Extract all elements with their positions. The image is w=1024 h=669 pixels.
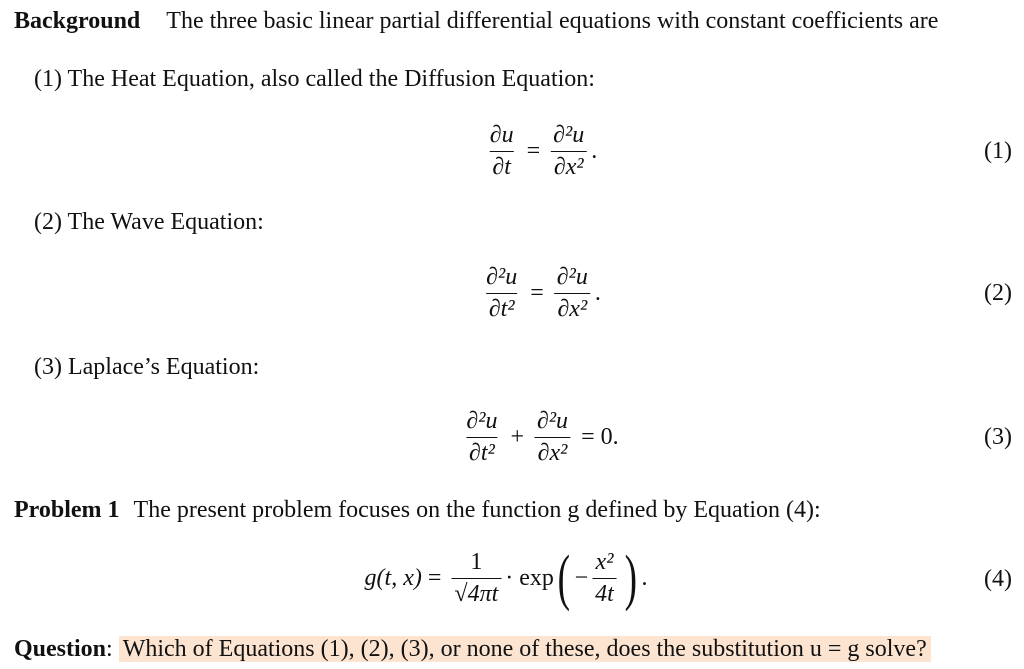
question-text-highlighted: Which of Equations (1), (2), (3), or none of these, does the substitution u = g solve? (119, 636, 931, 662)
eq3-rhs-num: ∂²u (537, 408, 569, 434)
equation-3 (459, 408, 624, 467)
eq1-op: = (526, 138, 541, 164)
background-text: The three basic linear partial differential equations with constant coefficients are (166, 8, 939, 34)
item-3-label: (3) Laplace’s Equation: (34, 354, 260, 380)
equation-2 (479, 264, 601, 323)
question-colon: : (106, 636, 113, 662)
eq1-tail: . (591, 138, 598, 164)
eq3-number: (3) (984, 424, 1012, 450)
eq4-tail: . (641, 564, 648, 591)
eq2-number: (2) (984, 280, 1012, 306)
eq2-op: = (530, 280, 544, 306)
problem-text: The present problem focuses on the function g defined by Equation (4): (133, 497, 821, 523)
eq3-tail: = 0. (581, 424, 619, 450)
eq2-rhs-num: ∂²u (556, 264, 588, 290)
eq4-inner-den: 4t (592, 578, 617, 608)
equation-4 (364, 544, 648, 612)
eq1-number: (1) (984, 138, 1012, 164)
eq4-num: 1 (470, 548, 483, 575)
eq1-lhs-num: ∂u (489, 122, 514, 148)
item-1-label: (1) The Heat Equation, also called the Diffusion Equation: (34, 66, 595, 92)
eq1-rhs-num: ∂²u (553, 122, 585, 148)
eq4-exp: · exp (505, 564, 554, 591)
eq3-rhs-den: ∂x² (535, 437, 571, 467)
eq3-op: + (510, 424, 524, 450)
question-paragraph (14, 634, 931, 664)
eq4-number: (4) (984, 566, 1012, 592)
eq4-equals: = (427, 564, 442, 591)
question-label: Question (14, 636, 107, 662)
eq3-lhs-num: ∂²u (466, 408, 498, 434)
eq4-inner-num: x² (595, 548, 614, 575)
problem-paragraph (14, 495, 821, 525)
eq4-lhs: g(t, x) (364, 564, 422, 591)
eq3-lhs-den: ∂t² (466, 437, 498, 467)
eq4-right-paren: ) (624, 544, 638, 612)
eq4-left-paren: ( (558, 544, 571, 612)
eq2-tail: . (594, 280, 601, 306)
eq4-minus: − (574, 564, 589, 591)
background-label: Background (14, 8, 141, 34)
eq1-rhs-den: ∂x² (551, 151, 587, 181)
item-2-label: (2) The Wave Equation: (34, 209, 264, 235)
eq2-rhs-den: ∂x² (554, 293, 590, 323)
eq2-lhs-den: ∂t² (486, 293, 518, 323)
equation-1 (483, 122, 597, 181)
problem-label: Problem 1 (14, 497, 120, 523)
eq2-lhs-num: ∂²u (486, 264, 518, 290)
eq1-lhs-den: ∂t (489, 151, 514, 181)
eq4-den: √4πt (451, 578, 501, 608)
background-paragraph (14, 6, 938, 36)
